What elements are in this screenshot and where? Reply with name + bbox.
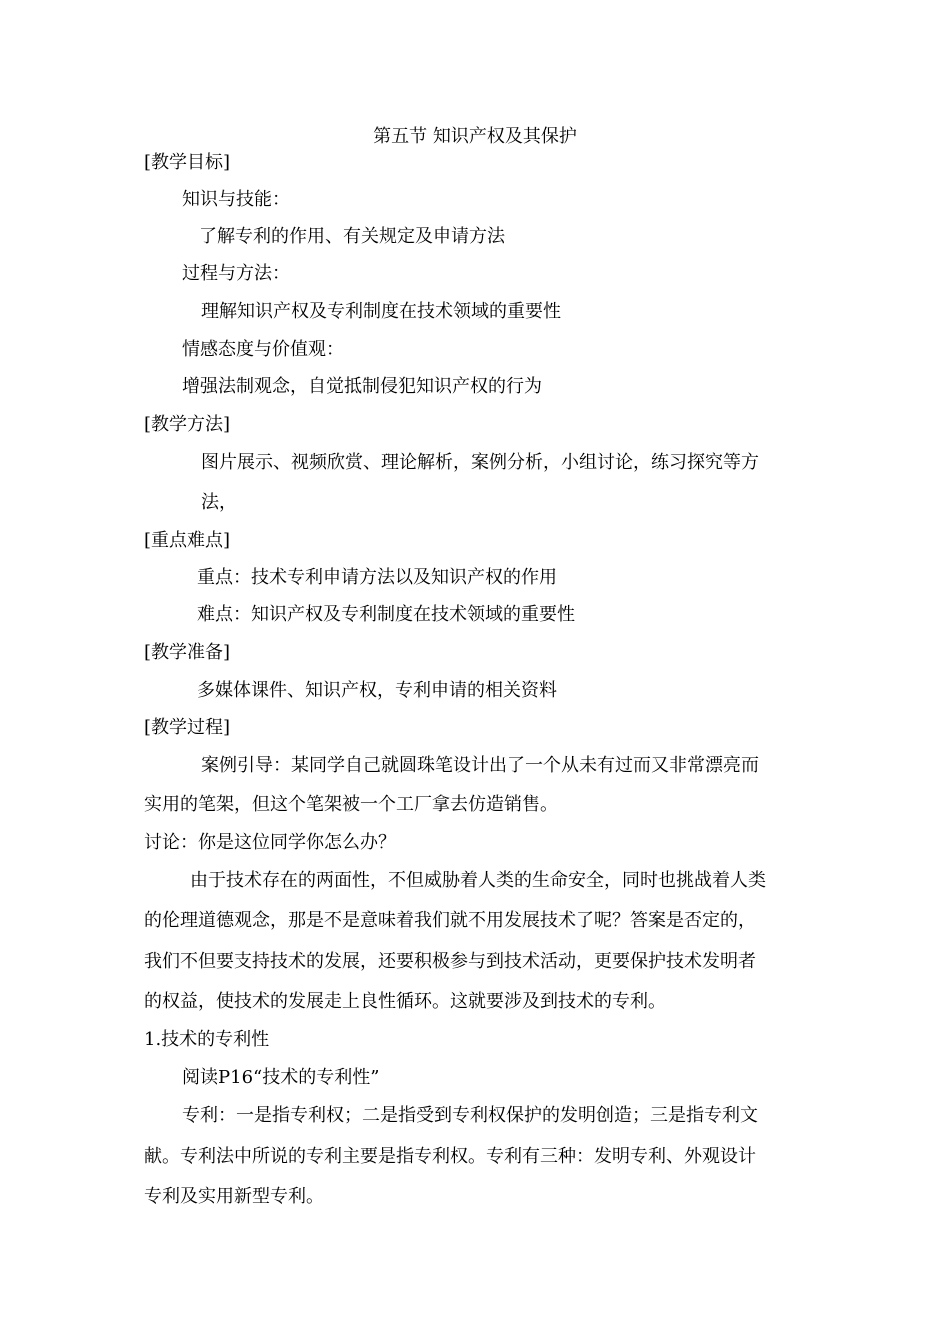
emotion-label: 情感态度与价值观： bbox=[182, 339, 344, 360]
reading-note: 阅读P16“技术的专利性” bbox=[182, 1067, 380, 1088]
paragraph2-line3: 专利及实用新型专利。 bbox=[144, 1186, 324, 1207]
section1-heading: 1.技术的专利性 bbox=[144, 1029, 270, 1050]
knowledge-label: 知识与技能： bbox=[182, 189, 290, 210]
keypoints-heading: [重点难点] bbox=[144, 530, 231, 551]
discussion-text: 讨论：你是这位同学你怎么办？ bbox=[144, 832, 396, 853]
paragraph1-line1: 由于技术存在的两面性，不但威胁着人类的生命安全，同时也挑战着人类 bbox=[190, 870, 766, 891]
page-title: 第五节 知识产权及其保护 bbox=[373, 126, 577, 147]
paragraph2-line2: 献。专利法中所说的专利主要是指专利权。专利有三种：发明专利、外观设计 bbox=[144, 1146, 756, 1167]
process-heading: [教学过程] bbox=[144, 717, 231, 738]
objectives-heading: [教学目标] bbox=[144, 152, 231, 173]
paragraph1-line2: 的伦理道德观念，那是不是意味着我们就不用发展技术了呢？答案是否定的， bbox=[144, 910, 756, 931]
case-line1: 案例引导：某同学自己就圆珠笔设计出了一个从未有过而又非常漂亮而 bbox=[201, 755, 759, 776]
preparation-heading: [教学准备] bbox=[144, 642, 231, 663]
process-text: 理解知识产权及专利制度在技术领域的重要性 bbox=[201, 301, 561, 322]
paragraph2-line1: 专利：一是指专利权；二是指受到专利权保护的发明创造；三是指专利文 bbox=[182, 1105, 758, 1126]
difficulty-text: 难点：知识产权及专利制度在技术领域的重要性 bbox=[197, 604, 575, 625]
paragraph1-line4: 的权益，使技术的发展走上良性循环。这就要涉及到技术的专利。 bbox=[144, 991, 666, 1012]
methods-heading: [教学方法] bbox=[144, 414, 231, 435]
knowledge-text: 了解专利的作用、有关规定及申请方法 bbox=[199, 226, 505, 247]
methods-text-line2: 法， bbox=[201, 492, 237, 513]
paragraph1-line3: 我们不但要支持技术的发展，还要积极参与到技术活动，更要保护技术发明者 bbox=[144, 951, 756, 972]
emotion-text: 增强法制观念，自觉抵制侵犯知识产权的行为 bbox=[182, 376, 542, 397]
methods-text-line1: 图片展示、视频欣赏、理论解析，案例分析，小组讨论，练习探究等方 bbox=[201, 452, 759, 473]
keypoint-text: 重点：技术专利申请方法以及知识产权的作用 bbox=[197, 567, 557, 588]
case-line2: 实用的笔架，但这个笔架被一个工厂拿去仿造销售。 bbox=[144, 794, 558, 815]
preparation-text: 多媒体课件、知识产权，专利申请的相关资料 bbox=[197, 680, 557, 701]
process-label: 过程与方法： bbox=[182, 263, 290, 284]
